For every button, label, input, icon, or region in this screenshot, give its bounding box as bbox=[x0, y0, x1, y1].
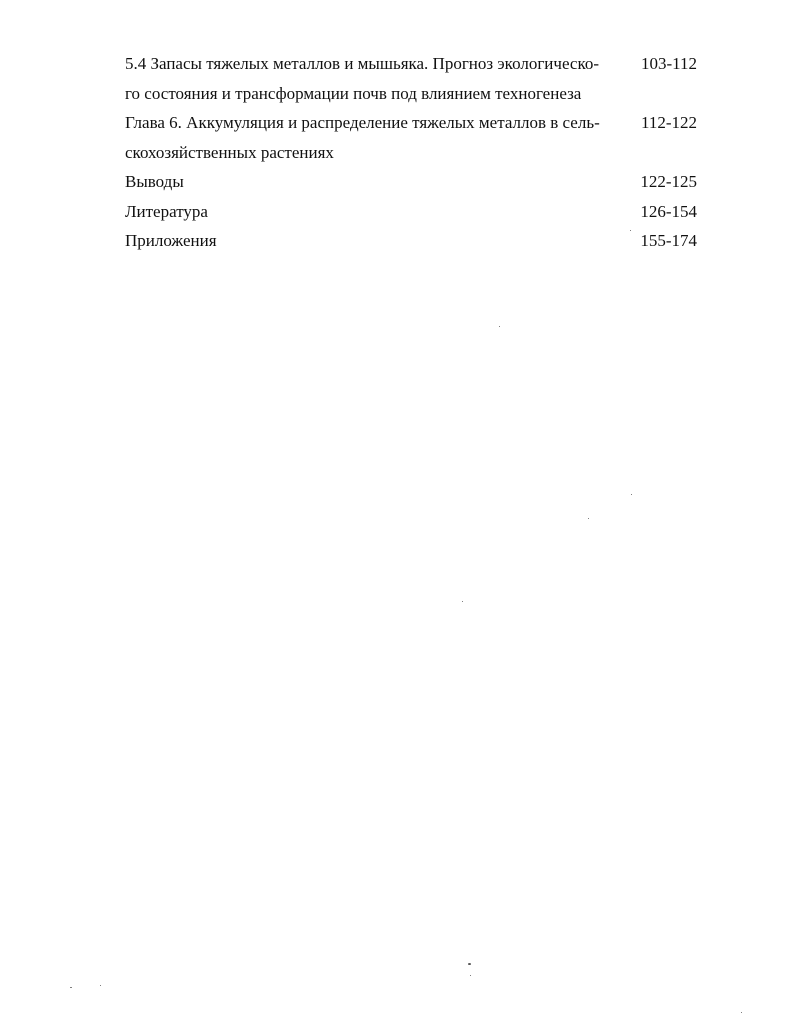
toc-entry-title: Приложения bbox=[125, 231, 217, 250]
scan-speck bbox=[499, 326, 500, 327]
toc-entry-pages: 112-122 bbox=[640, 113, 697, 132]
toc-entry bbox=[125, 226, 697, 256]
toc-entry-title: 5.4 Запасы тяжелых металлов и мышьяка. Прогноз экологическо- го состояния и трансформации почв под влиянием техногенеза bbox=[125, 54, 600, 103]
toc-entry-pages: 126-154 bbox=[640, 201, 697, 221]
toc-entry-title: Выводы bbox=[125, 172, 184, 191]
scan-speck bbox=[468, 963, 471, 965]
scan-speck bbox=[100, 985, 101, 986]
toc-entry-pages: 103-112 bbox=[640, 54, 697, 73]
scan-speck bbox=[631, 494, 632, 495]
toc-entry-pages: 122-125 bbox=[640, 172, 697, 191]
scan-speck bbox=[741, 1012, 742, 1013]
toc-entry bbox=[125, 197, 697, 227]
toc-entry-pages: 155-174 bbox=[640, 231, 697, 250]
scan-speck bbox=[630, 230, 631, 231]
scan-speck bbox=[470, 975, 471, 976]
toc-entry-title: Глава 6. Аккумуляция и распределение тяжелых металлов в сель- скохозяйственных растениях bbox=[125, 113, 600, 162]
toc-entry-title: Литература bbox=[125, 201, 208, 221]
toc-entry bbox=[125, 108, 697, 167]
scan-speck bbox=[588, 518, 589, 519]
table-of-contents bbox=[125, 49, 697, 256]
toc-entry bbox=[125, 167, 697, 197]
scan-speck bbox=[70, 987, 72, 988]
toc-entry bbox=[125, 49, 697, 108]
scan-speck bbox=[462, 601, 463, 602]
